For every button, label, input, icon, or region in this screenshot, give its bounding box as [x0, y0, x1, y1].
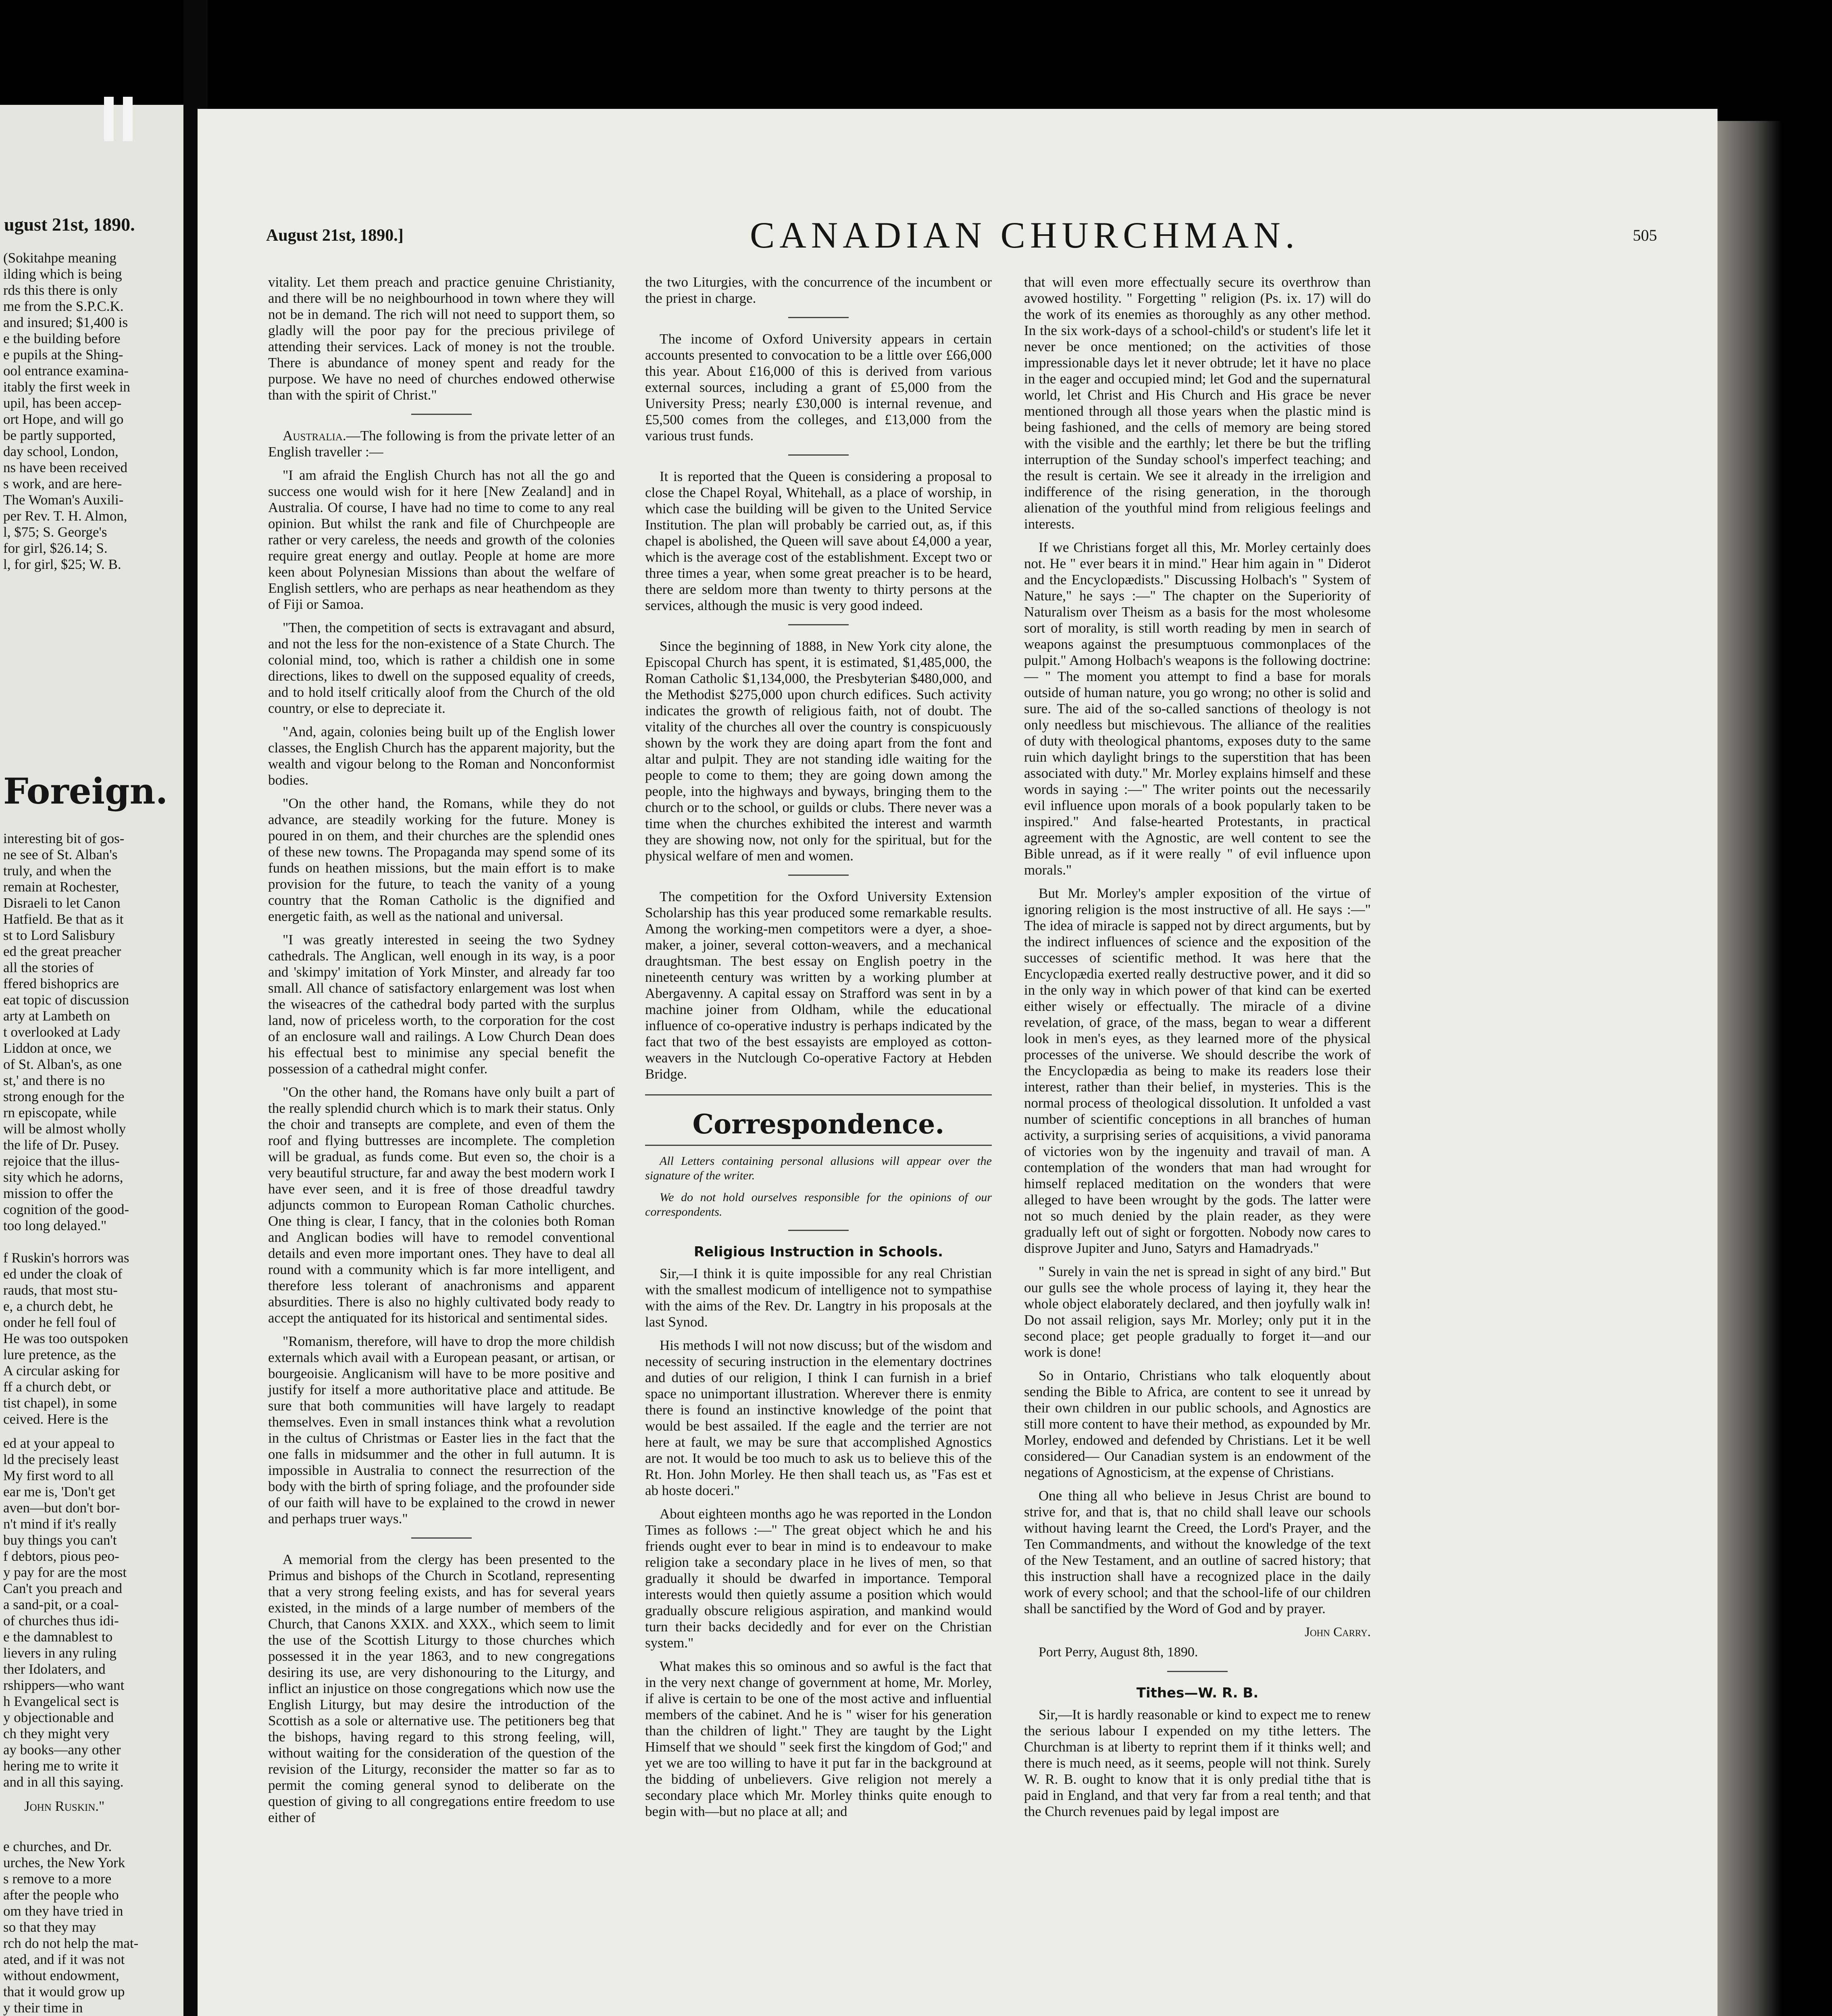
left-text-line: y objectionable and — [3, 1710, 114, 1725]
left-text-line: that it would grow up — [3, 1984, 125, 1999]
left-text-line: of St. Alban's, as one — [3, 1056, 122, 1072]
left-text-line: strong enough for the — [3, 1089, 125, 1104]
section-rule — [1167, 1671, 1228, 1672]
letter-paragraph: About eighteen months ago he was reported in the London Times as follows :—" The great object which he and his friends ought ever to bear in mind is to endeavour to make religion take a secondary place in he lives of men, so that gradually it should be dwarfed in importance. Temporal interests would then quietly assume a position which would gradually obscure religious aspiration, and mankind would turn their backs decidedly and for ever on the Christian system." — [645, 1506, 992, 1651]
left-text-line: y pay for are the most — [3, 1564, 127, 1580]
letter-paragraph: What makes this so ominous and so awful is the fact that in the very next change of government at home, Mr. Morley, if alive is certain to be one of the most active and influential members of the cabinet. And he is " wiser for his generation than the children of light." They are taught by the Light Himself that we should " seek first the kingdom of God;" and yet we are too willing to have it put far in the background at the bidding of unbelievers. Give religion not merely a secondary place which Mr. Morley thinks quite enough to begin with—but no place at all; and — [645, 1658, 992, 1819]
column-1 — [268, 274, 615, 1833]
left-text-line: and insured; $1,400 is — [3, 314, 128, 330]
left-text-line: without endowment, — [3, 1968, 119, 1983]
left-text-line: upil, has been accep- — [3, 395, 122, 411]
article-paragraph: The competition for the Oxford University Extension Scholarship has this year produced some remarkable results. Among the working-men competitors were a dyer, a shoe-maker, a joiner, several cotton-weavers, and a mechanical draughtsman. The best essay on English poetry in the nineteenth century was written by a working plumber at Abergavenny. A capital essay on Strafford was sent in by a machine joiner from Oldham, while the educational influence of co-operative industry is perhaps indicated by the fact that two of the best essayists are employed as cotton-weavers in the Nutclough Co-operative Factory at Hebden Bridge. — [645, 889, 992, 1082]
left-text-line: ed at your appeal to — [3, 1435, 115, 1451]
left-text-line: ort Hope, and will go — [3, 411, 124, 427]
article-paragraph: the two Liturgies, with the concurrence of the incumbent or the priest in charge. — [645, 274, 992, 306]
left-text-line: ed under the cloak of — [3, 1266, 123, 1282]
article-paragraph: "On the other hand, the Romans, while they do not advance, are steadily working for the future. Money is poured in on them, and their churches are the splendid ones of these new towns. The Propaganda may spend some of its funds on heathen missions, but the main effort is to make provision for the future, to teach the vanity of a young country that the Roman Catholic is the dignified and energetic faith, as well as the national and universal. — [268, 796, 615, 924]
left-text-line: e, a church debt, he — [3, 1298, 113, 1314]
left-text-line: l, for girl, $25; W. B. — [3, 556, 121, 572]
article-paragraph: "And, again, colonies being built up of the English lower classes, the English Church has the apparent majority, but the wealth and vigour belong to the Roman and Nonconformist bodies. — [268, 724, 615, 788]
left-text-line: He was too outspoken — [3, 1331, 129, 1346]
left-text-line: t overlooked at Lady — [3, 1024, 121, 1040]
left-text-line: (Sokitahpe meaning — [3, 250, 117, 266]
left-text-line: s remove to a more — [3, 1871, 112, 1887]
letter-paragraph: that will even more effectually secure its overthrow than avowed hostility. " Forgetting " religion (Ps. ix. 17) will do the work of its enemies as thoroughly as any other method. In the six work-days of a school-child's or student's life let it never be once mentioned; on the activities of those impressionable days let it never obtrude; let it have no place in the eager and occupied mind; let God and the supernatural world, let Christ and His Church and His grace be never mentioned through all those years when the plastic mind is being fashioned, and the cells of memory are being stored with the visible and the earthly; let there be but the trifling interruption of the Sunday school's imperfect teaching; and the result is certain. We see it already in the irreligion and indifference of the rising generation, in the thorough alienation of the youthful mind from religious feelings and interests. — [1024, 274, 1371, 532]
left-text-block-5 — [3, 1839, 183, 2016]
section-rule — [788, 875, 849, 876]
left-text-line: Hatfield. Be that as it — [3, 911, 124, 927]
left-text-line: ld the precisely least — [3, 1452, 119, 1467]
masthead-title: CANADIAN CHURCHMAN. — [750, 215, 1299, 256]
section-rule — [411, 414, 472, 415]
left-text-line: rshippers—who want — [3, 1677, 125, 1693]
left-text-line: ed the great preacher — [3, 943, 121, 959]
left-text-line: ther Idolaters, and — [3, 1661, 106, 1677]
left-text-line: rch do not help the mat- — [3, 1935, 139, 1951]
article-paragraph: A memorial from the clergy has been presented to the Primus and bishops of the Church in Scotland, representing that a very strong feeling exists, and has for several years existed, in the minds of a large number of members of the Church, that Canons XXIX. and XXX., which seem to limit the use of the Scottish Liturgy to those churches which possessed it in the year 1863, and to new congregations desiring its use, are very dishonouring to the Liturgy, and inflict an injustice on those congregations which now use the English Liturgy, but may desire the introduction of the Scottish as a sole or alternative use. The petitioners beg that the bishops, having regard to this strong feeling, will, without waiting for the consideration of the question of the revision of the Liturgy, reconsider the matter so far as to permit the coming general synod to deliberate on the question of giving to all congregations entire freedom to use either of — [268, 1552, 615, 1825]
section-rule — [788, 1230, 849, 1231]
left-text-line: e churches, and Dr. — [3, 1839, 112, 1854]
left-text-line: h Evangelical sect is — [3, 1693, 119, 1709]
page-header — [266, 210, 1669, 254]
left-text-line: The Woman's Auxili- — [3, 492, 124, 508]
letter-paragraph: So in Ontario, Christians who talk eloquently about sending the Bible to Africa, are content to see it unread by their own children in our public schools, and Agnostics are still more content to have their method, as expounded by Mr. Morley, endowed and defended by Christians. Let it be well considered— Our Canadian system is an endowment of the negations of Agnosticism, at the expense of Christians. — [1024, 1368, 1371, 1480]
left-text-line: ated, and if it was not — [3, 1951, 125, 1967]
article-paragraph: It is reported that the Queen is considering a proposal to close the Chapel Royal, Whitehall, as a place of worship, in which case the building will be given to the United Service Institution. The plan will probably be carried out, as, if this chapel is abolished, the Queen will save about £4,000 a year, which is the average cost of the establishment. Except two or three times a year, when some great preacher is to be heard, there are seldom more than twenty to thirty persons at the services, although the music is very good indeed. — [645, 469, 992, 613]
left-text-line: Can't you preach and — [3, 1581, 122, 1596]
left-text-line: too long delayed." — [3, 1218, 107, 1233]
letter-paragraph: One thing all who believe in Jesus Christ are bound to strive for, and that is, that no child shall leave our schools without having learnt the Creed, the Lord's Prayer, and the Ten Commandments, and without the knowledge of the text of the New Testament, and an outline of sacred history; that this instruction shall have a recognized place in the daily work of every school; and that the school-life of our children shall be sanctified by the Word of God and by prayer. — [1024, 1488, 1371, 1616]
page-edge-stack — [1718, 121, 1782, 2016]
left-text-line: st to Lord Salisbury — [3, 927, 115, 943]
section-rule — [645, 1094, 992, 1095]
letter-paragraph: Sir,—I think it is quite impossible for any real Christian with the smallest modicum of intelligence not to sympathise with the aims of the Rev. Dr. Langtry in his proposals at the last Synod. — [645, 1266, 992, 1330]
editorial-note: We do not hold ourselves responsible for the opinions of our correspondents. — [645, 1191, 992, 1218]
article-paragraph: "Then, the competition of sects is extravagant and absurd, and not the less for the non-existence of a State Church. The colonial mind, too, which is rather a childish one in some directions, likes to dwell on the supposed equality of creeds, and to hold itself critically aloof from the Church of the old country, or else to depreciate it. — [268, 620, 615, 716]
left-text-line: mission to offer the — [3, 1185, 113, 1201]
left-text-line: hering me to write it — [3, 1758, 119, 1774]
left-text-line: aven—but don't bor- — [3, 1500, 120, 1516]
left-text-line: A circular asking for — [3, 1363, 120, 1379]
left-text-line: urches, the New York — [3, 1855, 125, 1870]
section-rule — [645, 1145, 992, 1146]
left-text-line: eat topic of discussion — [3, 992, 129, 1008]
letter-paragraph: But Mr. Morley's ampler exposition of the virtue of ignoring religion is the most instructive of all. He says :—" The idea of miracle is sapped not by direct arguments, but by the indirect influences of science and the exposition of the successes of scientific method. It was here that the Encyclopædia exerted really destructive power, and it did so in the only way in which power of that kind can be exerted either wisely or effectually. The miracle of a divine revelation, of grace, of the mass, began to wear a different look in men's eyes, as they learned more of the physical processes of the universe. We should describe the work of the Encyclopædia as being to make its readers lose their interest, rather than their belief, in mysteries. This is the normal process of theological dissolution. It unfolded a vast number of scientific conceptions in all branches of human activity, a surprising series of acquisitions, a vivid panorama of victories won by the ingenuity and travail of man. A contemplation of the wonders that man had wrought for himself replaced meditation on the wonders that were alleged to have been wrought by the gods. The latter were not so much denied by the plain reader, as they were gradually left out of sight or forgotten. Nobody now cares to disprove Jupiter and Juno, Satyrs and Hamadryads." — [1024, 885, 1371, 1256]
left-text-line: me from the S.P.C.K. — [3, 298, 124, 314]
left-text-line: Disraeli to let Canon — [3, 895, 121, 911]
letter-signature: John Carry. — [1305, 1625, 1371, 1639]
section-rule — [788, 454, 849, 456]
left-text-line: tist chapel), in some — [3, 1395, 117, 1411]
section-rule — [788, 624, 849, 625]
letter-paragraph: His methods I will not now discuss; but of the wisdom and necessity of securing instruction in the elementary doctrines and duties of our religion, I think I can furnish in a brief space no unimportant illustration. Wherever there is enmity there is found an instinctive knowledge of the point that would be best assailed. If the eagle and the terrier are not here at fault, we may be sure that accomplished Agnostics are not. It would be too much to ask us to believe this of the Rt. Hon. John Morley. He then shall teach us, as "Fas est et ab hoste doceri." — [645, 1337, 992, 1498]
left-text-line: ear me is, 'Don't get — [3, 1484, 115, 1500]
article-paragraph: Since the beginning of 1888, in New York city alone, the Episcopal Church has spent, it is estimated, $1,485,000, the Roman Catholic $1,134,000, the Presbyterian $480,000, and the Methodist $275,000 upon church edifices. Such activity indicates the growth of religious faith, not of doubt. The vitality of the churches all over the country is conspicuously shown by the work they are doing apart from the font and altar and pulpit. They are not standing idle waiting for the people to come to them; they are going down among the people, into the highways and byways, bringing them to the church or to the school, or guilds or clubs. There never was a time when the churches exhibited the interest and warmth they are showing now, not only for the spiritual, but for the physical welfare of men and women. — [645, 638, 992, 864]
left-text-line: arty at Lambeth on — [3, 1008, 110, 1024]
left-text-line: e pupils at the Shing- — [3, 347, 123, 362]
section-rule — [788, 317, 849, 318]
left-text-line: a sand-pit, or a coal- — [3, 1597, 119, 1612]
article-paragraph: "On the other hand, the Romans have only built a part of the really splendid church which is to mark their status. Only the choir and transepts are complete, and even of them the roof and flying buttresses are incomplete. The completion will be gradual, as funds come. But even so, the choir is a very beautiful structure, far and away the best modern work I have ever seen, and it is free of those dreadful tawdry adjuncts common to European Roman Catholic churches. One thing is clear, I fancy, that in the colonies both Roman and Anglican bodies will have to remodel conventional details and even more important ones. They have to deal all round with a community which is far more intelligent, and therefore less tolerant of anachronisms and apparent absurdities. There is also no highly cultivated body ready to accept the antiquated for its historical and sentimental sides. — [268, 1084, 615, 1326]
left-text-line: itably the first week in — [3, 379, 130, 395]
left-text-line: f debtors, pious peo- — [3, 1548, 119, 1564]
left-text-block-2 — [3, 831, 183, 1234]
column-2 — [645, 274, 992, 1827]
left-text-line: s work, and are here- — [3, 476, 122, 492]
left-text-line: ch they might very — [3, 1726, 110, 1741]
left-text-line: rejoice that the illus- — [3, 1153, 120, 1169]
left-signature: John Ruskin." — [24, 1798, 105, 1814]
left-text-line: ns have been received — [3, 460, 128, 475]
left-text-line: per Rev. T. H. Almon, — [3, 508, 127, 524]
left-text-line: for girl, $26.14; S. — [3, 540, 108, 556]
section-rule — [411, 1537, 472, 1539]
letter-heading: Tithes—W. R. B. — [1136, 1685, 1259, 1701]
editorial-note: All Letters containing personal allusions will appear over the signature of the writer. — [645, 1154, 992, 1182]
left-text-line: st,' and there is no — [3, 1073, 105, 1088]
letter-dateline: Port Perry, August 8th, 1890. — [1039, 1645, 1198, 1660]
article-paragraph: vitality. Let them preach and practice genuine Christianity, and there will be no neighbourhood in town where they will not be in demand. The rich will not need to support them, so gladly will the poor pay for the precious privilege of attending their services. Lack of money is not the trouble. There is abundance of money spent and ready for the purpose. We have no need of churches endowed otherwise than with the spirit of Christ." — [268, 274, 615, 403]
left-text-line: My first word to all — [3, 1468, 114, 1483]
left-text-line: sity which he adorns, — [3, 1169, 123, 1185]
article-text: —The following is from the private letter of an English traveller :— — [268, 428, 615, 460]
left-text-block-1 — [3, 250, 183, 573]
dateline-australia: Australia. — [283, 428, 346, 444]
left-text-line: e the damnablest to — [3, 1629, 113, 1645]
left-text-line: rn episcopate, while — [3, 1105, 117, 1120]
left-text-line: rds this there is only — [3, 282, 118, 298]
left-text-line: n't mind if it's really — [3, 1516, 117, 1532]
article-paragraph: "I was greatly interested in seeing the two Sydney cathedrals. The Anglican, well enough in its way, is a poor and 'skimpy' imitation of York Minster, and already far too small. All chance of satisfactory enlargement was lost when the wiseacres of the cathedral body parted with the surplus land, now of priceless worth, to the corporation for the cost of an enclosure wall and railings. A Low Church Dean does his effectual best to minimise any special benefit the possession of a cathedral might confer. — [268, 932, 615, 1077]
newspaper-page — [198, 109, 1718, 2016]
article-paragraph — [268, 428, 615, 460]
left-text-line: ilding which is being — [3, 266, 122, 282]
spine-mark-top-2 — [123, 97, 133, 141]
left-text-line: and in all this saying. — [3, 1774, 124, 1790]
left-text-block-4 — [3, 1435, 183, 1790]
left-text-line: ff a church debt, or — [3, 1379, 111, 1395]
article-paragraph: "I am afraid the English Church has not all the go and success one would wish for it here [New Zealand] and in Australia. Of course, I have had no time to come to any real opinion. But whilst the rank and file of Churchpeople are rather or very careless, the needs and growth of the colonies require great energy and outlay. People at home are more keen about Polynesian Missions than about the welfare of English settlers, who are perhaps as near heathendom as they of Fiji or Samoa. — [268, 467, 615, 612]
letter-paragraph: " Surely in vain the net is spread in sight of any bird." But our gulls see the whole process of laying it, they hear the whole object elaborately declared, and then joyfully walk in! Do not assail religion, says Mr. Morley; only put it in the second place; get people gradually to forget it—and our work is done! — [1024, 1264, 1371, 1360]
spine-mark-top-1 — [104, 97, 114, 141]
left-text-line: of churches thus idi- — [3, 1613, 119, 1629]
article-paragraph: The income of Oxford University appears in certain accounts presented to convocation to be a little over £66,000 this year. About £16,000 of this is derived from various external sources, including a grant of £5,000 from the University Press; nearly £30,000 is internal revenue, and £5,500 comes from the colleges, and £13,000 from the various trust funds. — [645, 331, 992, 444]
left-text-line: lievers in any ruling — [3, 1645, 117, 1661]
left-text-line: om they have tried in — [3, 1903, 123, 1919]
previous-page-fragment — [0, 105, 183, 2016]
left-text-line: y their time in — [3, 2000, 83, 2016]
left-text-line: truly, and when the — [3, 863, 111, 879]
letter-paragraph: If we Christians forget all this, Mr. Morley certainly does not. He " ever bears it in mind." Hear him again in " Diderot and the Encyclopædists." Discussing Holbach's " System of Nature," he says :—" The chapter on the Superiority of Naturalism over Theism as a basis for the most wholesome sort of morality, is still worth reading by men in search of weapons against the presumptuous commonplaces of the pulpit." Among Holbach's weapons is the following doctrine: — " The moment you attempt to find a base for morals outside of human nature, you go wrong; no other is solid and sure. The aid of the so-called sanctions of theology is not only needless but mischievous. The alliance of the realities of duty with theological phantoms, exposes duty to the same ruin which daylight brings to the superstition that has been associated with duty." Mr. Morley explains himself and these words in saying :—" The writer points out the necessarily evil influence upon morals of a book popularly taken to be inspired." And false-hearted Protestants, in practical agreement with the Agnostic, are well content to see the Bible unread, as if it were really " of evil influence upon morals." — [1024, 539, 1371, 878]
left-text-line: e the building before — [3, 331, 121, 346]
left-section-title: Foreign. — [3, 770, 168, 812]
left-text-line: remain at Rochester, — [3, 879, 119, 895]
left-running-head: ugust 21st, 1890. — [4, 214, 135, 235]
left-text-line: Liddon at once, we — [3, 1040, 112, 1056]
left-text-block-3 — [3, 1250, 183, 1427]
column-3 — [1024, 274, 1371, 1827]
left-text-line: ool entrance examina- — [3, 363, 129, 379]
correspondence-heading: Correspondence. — [692, 1108, 945, 1140]
left-text-line: onder he fell foul of — [3, 1314, 116, 1330]
left-text-line: ne see of St. Alban's — [3, 847, 118, 862]
left-text-line: buy things you can't — [3, 1532, 117, 1548]
left-text-line: will be almost wholly — [3, 1121, 126, 1137]
left-text-line: be partly supported, — [3, 427, 116, 443]
left-text-line: the life of Dr. Pusey. — [3, 1137, 119, 1153]
page-number: 505 — [1633, 226, 1657, 244]
left-text-line: ceived. Here is the — [3, 1411, 108, 1427]
left-text-line: interesting bit of gos- — [3, 831, 125, 846]
left-text-line: day school, London, — [3, 444, 119, 459]
left-text-line: l, $75; S. George's — [3, 524, 107, 540]
left-text-line: all the stories of — [3, 960, 94, 975]
left-text-line: lure pretence, as the — [3, 1347, 116, 1362]
letter-heading: Religious Instruction in Schools. — [693, 1244, 943, 1260]
left-text-line: cognition of the good- — [3, 1202, 129, 1217]
left-text-line: ffered bishoprics are — [3, 976, 119, 991]
left-text-line: rauds, that most stu- — [3, 1282, 118, 1298]
letter-paragraph: Sir,—It is hardly reasonable or kind to expect me to renew the serious labour I expended on my tithe letters. The Churchman is at liberty to reprint them if it thinks well; and there is much need, as it seems, people will not think. Surely W. R. B. ought to know that it is only predial tithe that is paid in England, and that very far from a real tenth; and that the Church revenues paid by legal impost are — [1024, 1707, 1371, 1819]
left-text-line: after the people who — [3, 1887, 119, 1903]
article-paragraph: "Romanism, therefore, will have to drop the more childish externals which avail with a European peasant, or artisan, or bourgeoisie. Anglicanism will have to be more positive and justify for itself a more authoritative place and attitude. Be sure that both communities will have largely to readapt themselves. Even in small instances think what a revolution in the cultus of Christmas or Easter lies in the fact that the one falls in midsummer and the other in full autumn. It is impossible in Australia to connect the resurrection of the body with the birth of spring foliage, and the profounder side of our faith will have to be explained to the crowd in newer and perhaps truer ways." — [268, 1333, 615, 1527]
left-text-line: so that they may — [3, 1919, 96, 1935]
left-text-line: ay books—any other — [3, 1742, 121, 1758]
left-text-line: f Ruskin's horrors was — [3, 1250, 129, 1266]
header-date: August 21st, 1890.] — [266, 226, 404, 245]
